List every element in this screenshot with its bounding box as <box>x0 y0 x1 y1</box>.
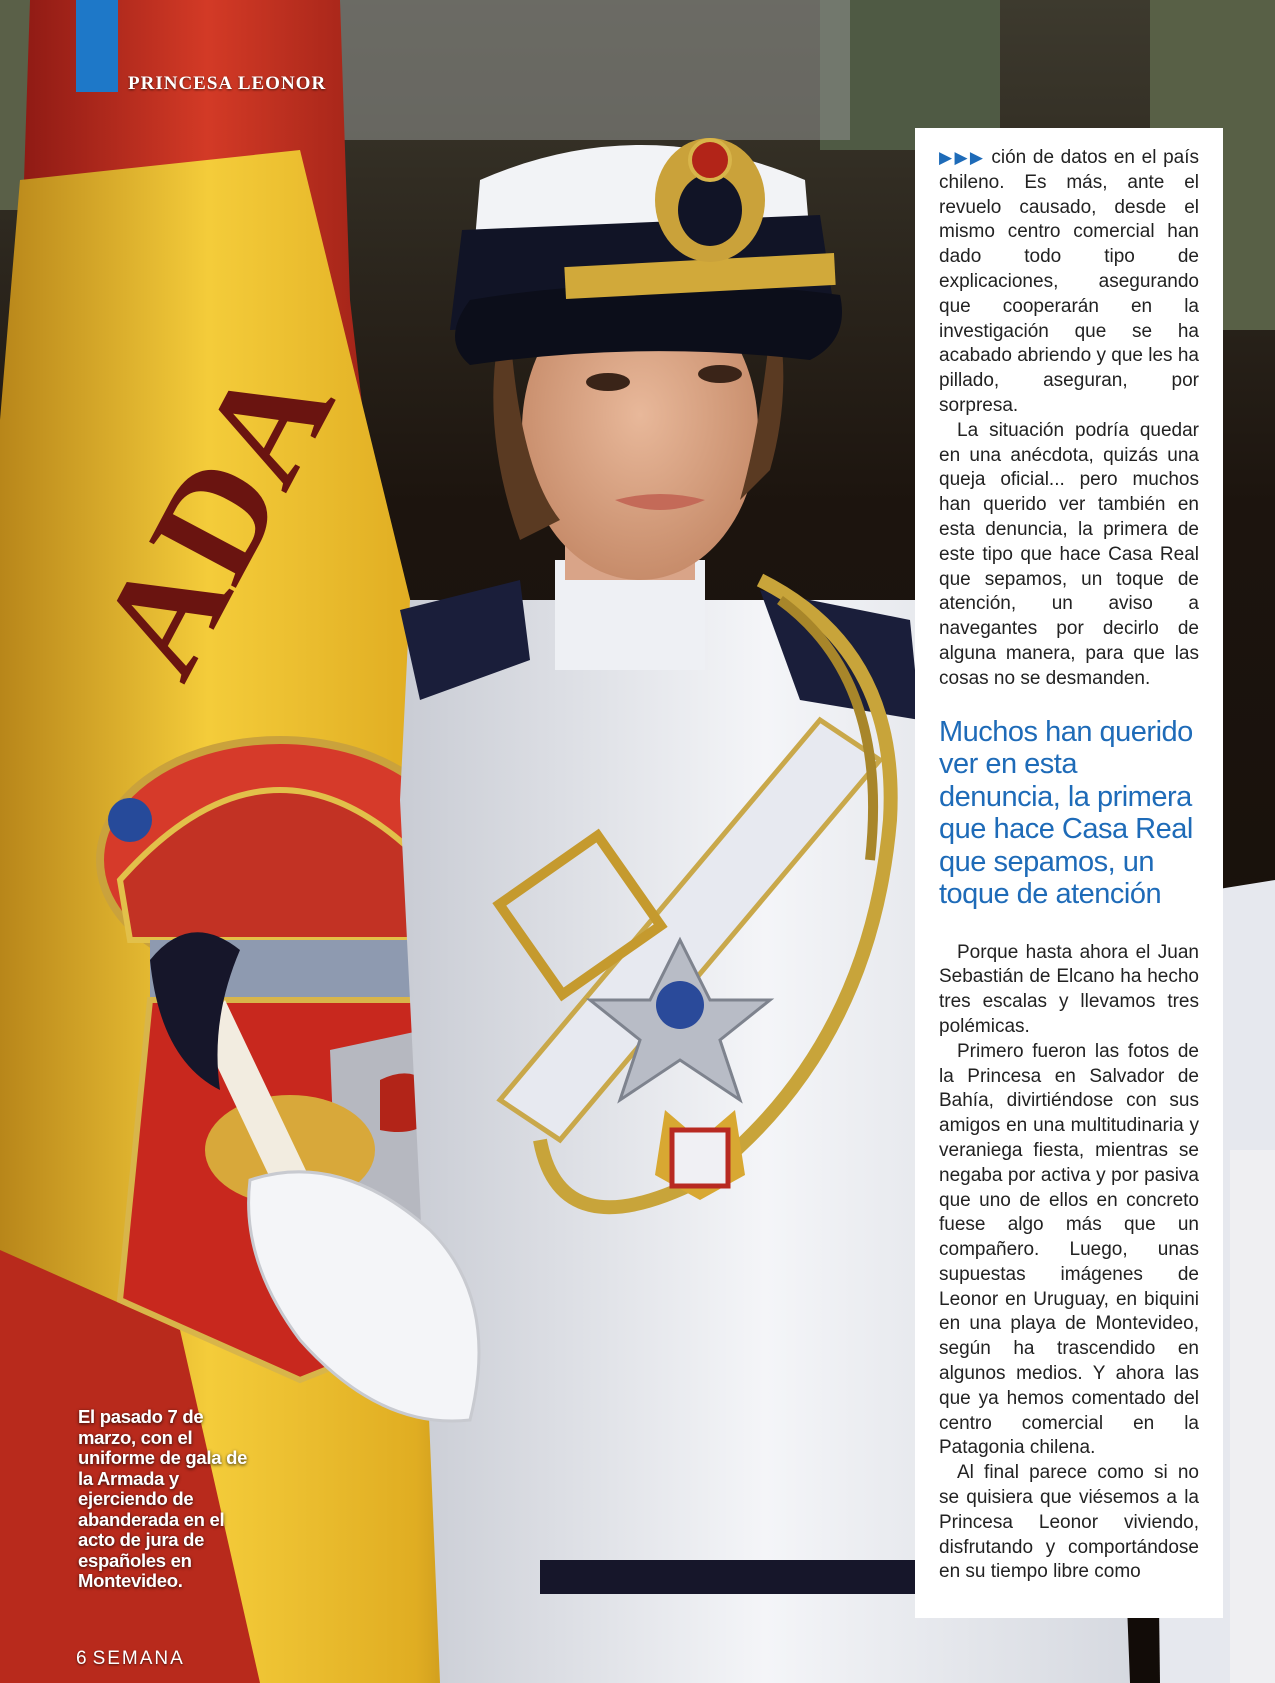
photo-caption: El pasado 7 de marzo, con el uniforme de gala de la Armada y ejerciendo de abanderada en el acto de jura de españoles en Montevideo. <box>78 1406 248 1591</box>
article-paragraph-2: La situación podría quedar en una anécdota, quizás una queja oficial... pero muchos han querido ver también en esta denuncia, la primera de este tipo que hace Casa Real que sepamos, un toque de atención, un aviso a navegantes por decirlo de alguna manera, para que las cosas no se desmanden. <box>939 419 1199 689</box>
section-label: PRINCESA LEONOR <box>128 73 327 94</box>
article-paragraph-5: Al final parece como si no se quisiera que viésemos a la Princesa Leonor viviendo, disfrutando y comportándose en su tiempo libre como <box>939 1462 1199 1583</box>
page-number: 6 <box>76 1648 87 1669</box>
page-footer <box>76 1648 185 1670</box>
article-paragraph-4: Primero fueron las fotos de la Princesa en Salvador de Bahía, divirtiéndose con sus amigos en una multitudinaria y veraniega fiesta, mientras se negaba por activa y por pasiva que uno de ellos en concreto fuese algo más que un compañero. Luego, unas supuestas imágenes de Leonor en Uruguay, en biquini en una playa de Montevideo, según ha trascendido en algunos medios. Y ahora las que ya hemos comentado del centro comercial en la Patagonia chilena. <box>939 1040 1199 1459</box>
continuation-arrows-icon: ▶▶▶ <box>939 148 986 167</box>
svg-text:ADA: ADA <box>66 336 366 702</box>
article-text-box <box>915 128 1223 1618</box>
section-color-tab <box>76 0 118 92</box>
pull-quote: Muchos han querido ver en esta denuncia, la primera que hace Casa Real que sepamos, un toque de atención <box>939 715 1193 911</box>
magazine-name: SEMANA <box>92 1648 185 1669</box>
article-paragraph-1: ▶▶▶ ción de datos en el país chileno. Es más, ante el revuelo causado, desde el mismo centro comercial han dado todo tipo de explicaciones, asegurando que cooperarán en la investigación que se ha acabado abriendo y que les ha pillado, aseguran, por sorpresa. <box>939 147 1199 416</box>
article-paragraph-3: Porque hasta ahora el Juan Sebastián de Elcano ha hecho tres escalas y llevamos tres polémicas. <box>939 941 1199 1037</box>
